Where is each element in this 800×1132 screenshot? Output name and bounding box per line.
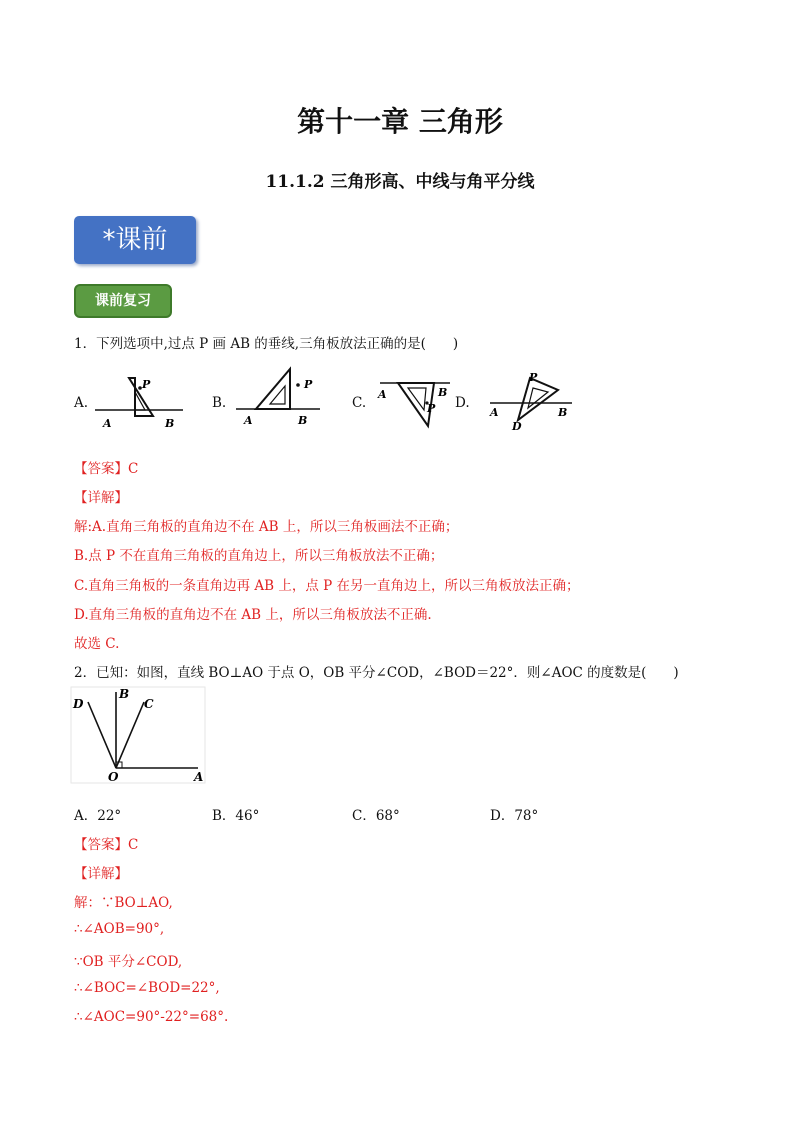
label-b: B — [165, 417, 175, 430]
label-a: A — [490, 406, 499, 419]
chapter-title: 第十一章 三角形 — [297, 105, 503, 138]
q1-option-b-label: B. — [212, 395, 227, 411]
section-title: 11.1.2 三角形高、中线与角平分线 — [265, 172, 535, 192]
q2-detail-label: 【详解】 — [74, 866, 128, 882]
pre-class-banner: *课前 — [74, 216, 196, 264]
triangle-ruler-inner — [408, 388, 426, 410]
label-b: B — [119, 687, 130, 701]
ray-oc — [116, 702, 144, 768]
q1-detail-label: 【详解】 — [74, 490, 128, 506]
q1-answer: 【答案】C — [74, 461, 139, 477]
label-c: C — [144, 697, 154, 711]
label-a: A — [194, 770, 204, 784]
q1-figure-b — [236, 366, 328, 428]
review-tag: 课前复习 — [74, 284, 172, 318]
label-d: D — [512, 420, 522, 433]
q2-figure — [70, 686, 206, 786]
label-p: P — [529, 371, 538, 384]
q1-figure-d — [488, 370, 574, 434]
label-b: B — [298, 414, 308, 427]
q2-option-b: B．46° — [212, 808, 260, 824]
q2-option-a: A．22° — [74, 808, 122, 824]
label-b: B — [438, 386, 448, 399]
q1-explanation-line: 解:A.直角三角板的直角边不在 AB 上，所以三角板画法不正确； — [74, 519, 459, 535]
label-p: P — [142, 378, 151, 391]
ray-od — [88, 702, 116, 768]
q2-option-c: C．68° — [352, 808, 400, 824]
q1-option-c-label: C. — [352, 395, 367, 411]
point-p — [296, 383, 300, 387]
q2-option-d: D．78° — [490, 808, 539, 824]
question-1-text: 1．下列选项中,过点 P 画 AB 的垂线,三角板放法正确的是( ) — [74, 336, 459, 352]
label-p: P — [427, 402, 436, 415]
q1-figure-a — [95, 372, 185, 430]
q1-explanation-line: C.直角三角板的一条直角边再 AB 上，点 P 在另一直角边上，所以三角板放法正确； — [74, 578, 580, 594]
q2-explanation-line: ∴∠AOB=90°, — [74, 921, 165, 937]
q1-option-d-label: D. — [455, 395, 470, 411]
question-2-text: 2．已知：如图，直线 BO⊥AO 于点 O，OB 平分∠COD，∠BOD＝22°．则∠AOC 的度数是( ) — [74, 665, 679, 681]
label-d: D — [73, 697, 84, 711]
q1-figure-c — [372, 374, 454, 434]
q2-explanation-line: 解：∵BO⊥AO, — [74, 895, 173, 911]
label-a: A — [103, 417, 112, 430]
label-a: A — [244, 414, 253, 427]
triangle-ruler — [518, 378, 558, 420]
label-a: A — [378, 388, 387, 401]
label-o: O — [108, 770, 119, 784]
q1-explanation-line: 故选 C. — [74, 636, 120, 652]
q1-explanation-line: B.点 P 不在直角三角板的直角边上，所以三角板放法不正确； — [74, 548, 444, 564]
q2-explanation-line: ∴∠AOC=90°-22°=68°. — [74, 1009, 229, 1025]
q2-explanation-line: ∵OB 平分∠COD, — [74, 954, 183, 970]
q1-explanation-line: D.直角三角板的直角边不在 AB 上，所以三角板放法不正确. — [74, 607, 432, 623]
label-p: P — [304, 378, 313, 391]
label-b: B — [558, 406, 568, 419]
q2-explanation-line: ∴∠BOC=∠BOD=22°, — [74, 980, 220, 996]
q1-option-a-label: A. — [74, 395, 89, 411]
q2-answer: 【答案】C — [74, 837, 139, 853]
